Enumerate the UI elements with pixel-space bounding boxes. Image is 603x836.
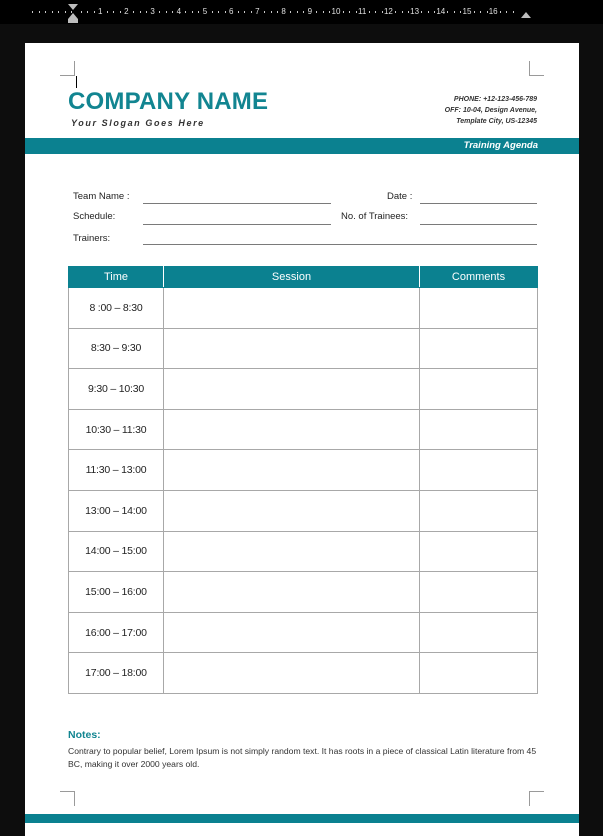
- agenda-header-row: [69, 267, 538, 288]
- ruler-number: 5: [202, 7, 208, 16]
- session-cell[interactable]: [164, 490, 420, 531]
- contact-office-line-2: Template City, US-12345: [456, 118, 537, 125]
- document-type-label[interactable]: Training Agenda: [463, 140, 538, 151]
- comments-cell[interactable]: [420, 653, 538, 694]
- ruler-tick: [474, 11, 475, 13]
- comments-cell[interactable]: [420, 531, 538, 572]
- ruler-tick: [146, 11, 147, 13]
- company-slogan[interactable]: Your Slogan Goes Here: [71, 118, 205, 128]
- time-cell[interactable]: 11:30 – 13:00: [69, 450, 164, 491]
- notes-heading[interactable]: Notes:: [68, 729, 101, 741]
- comments-cell[interactable]: [420, 572, 538, 613]
- comments-cell[interactable]: [420, 369, 538, 410]
- ruler-number: 10: [331, 7, 341, 16]
- table-row: [69, 612, 538, 653]
- ruler-tick: [71, 11, 72, 13]
- ruler-tick: [166, 11, 167, 13]
- time-cell[interactable]: 9:30 – 10:30: [69, 369, 164, 410]
- trainees-label: No. of Trainees:: [341, 211, 409, 222]
- ruler-tick: [303, 11, 304, 13]
- ruler-tick: [402, 11, 403, 13]
- ruler-tick: [480, 11, 481, 13]
- time-cell[interactable]: 10:30 – 11:30: [69, 409, 164, 450]
- ruler-tick: [192, 11, 193, 13]
- ruler-tick: [369, 11, 370, 13]
- session-cell[interactable]: [164, 369, 420, 410]
- session-cell[interactable]: [164, 288, 420, 329]
- ruler-number: 4: [176, 7, 182, 16]
- ruler-tick: [408, 11, 409, 13]
- table-row: [69, 490, 538, 531]
- date-label: Date :: [387, 191, 413, 202]
- comments-cell[interactable]: [420, 288, 538, 329]
- ruler-tick: [323, 11, 324, 13]
- ruler-tick: [238, 11, 239, 13]
- ruler-tick: [45, 11, 46, 13]
- contact-office-line-1: OFF: 10-04, Design Avenue,: [444, 107, 537, 114]
- table-row: [69, 288, 538, 329]
- time-cell[interactable]: 8 :00 – 8:30: [69, 288, 164, 329]
- ruler-number: 6: [228, 7, 234, 16]
- ruler-tick: [113, 11, 114, 13]
- session-cell[interactable]: [164, 450, 420, 491]
- team-name-label: Team Name :: [73, 191, 130, 202]
- schedule-field[interactable]: [143, 224, 331, 225]
- left-indent-marker[interactable]: [68, 19, 78, 23]
- ruler-tick: [375, 11, 376, 13]
- ruler-tick: [120, 11, 121, 13]
- agenda-table: [68, 266, 538, 694]
- margin-corner-bottom-left: [60, 791, 75, 806]
- ruler-tick: [290, 11, 291, 13]
- ruler-number: 1: [97, 7, 103, 16]
- margin-corner-top-left: [60, 61, 75, 76]
- contact-block[interactable]: [445, 94, 537, 127]
- text-cursor: [76, 76, 77, 88]
- footer-band: [25, 814, 579, 823]
- horizontal-ruler[interactable]: [0, 0, 603, 24]
- time-cell[interactable]: 17:00 – 18:00: [69, 653, 164, 694]
- session-cell[interactable]: [164, 612, 420, 653]
- time-cell[interactable]: 16:00 – 17:00: [69, 612, 164, 653]
- session-cell[interactable]: [164, 409, 420, 450]
- session-column-header: Session: [164, 267, 420, 288]
- ruler-tick: [434, 11, 435, 13]
- ruler-number: 14: [436, 7, 446, 16]
- comments-cell[interactable]: [420, 612, 538, 653]
- comments-cell[interactable]: [420, 409, 538, 450]
- ruler-tick: [32, 11, 33, 13]
- session-cell[interactable]: [164, 572, 420, 613]
- ruler-tick: [264, 11, 265, 13]
- ruler-tick: [447, 11, 448, 13]
- ruler-tick: [349, 11, 350, 13]
- ruler-tick: [172, 11, 173, 13]
- time-cell[interactable]: 8:30 – 9:30: [69, 328, 164, 369]
- date-field[interactable]: [420, 203, 537, 204]
- ruler-tick: [198, 11, 199, 13]
- ruler-number: 9: [307, 7, 313, 16]
- ruler-tick: [428, 11, 429, 13]
- ruler-tick: [140, 11, 141, 13]
- ruler-tick: [212, 11, 213, 13]
- ruler-tick: [52, 11, 53, 13]
- ruler-tick: [65, 11, 66, 13]
- table-row: [69, 409, 538, 450]
- ruler-tick: [500, 11, 501, 13]
- margin-corner-top-right: [529, 61, 544, 76]
- comments-cell[interactable]: [420, 328, 538, 369]
- ruler-number: 15: [462, 7, 472, 16]
- ruler-tick: [356, 11, 357, 13]
- trainers-label: Trainers:: [73, 233, 111, 244]
- table-row: [69, 328, 538, 369]
- ruler-tick: [218, 11, 219, 13]
- time-cell[interactable]: 15:00 – 16:00: [69, 572, 164, 613]
- ruler-tick: [506, 11, 507, 13]
- ruler-tick: [421, 11, 422, 13]
- comments-column-header: Comments: [420, 267, 538, 288]
- ruler-tick: [94, 11, 95, 13]
- ruler-tick: [277, 11, 278, 13]
- ruler-number: 16: [488, 7, 498, 16]
- ruler-number: 13: [410, 7, 420, 16]
- trainers-field[interactable]: [143, 244, 537, 245]
- team-name-field[interactable]: [143, 203, 331, 204]
- ruler-tick: [271, 11, 272, 13]
- header-band: [25, 138, 579, 154]
- table-row: [69, 653, 538, 694]
- contact-phone: PHONE: +12-123-456-789: [453, 96, 537, 103]
- ruler-tick: [513, 11, 514, 13]
- session-cell[interactable]: [164, 531, 420, 572]
- ruler-number: 12: [383, 7, 393, 16]
- ruler-scale: [28, 6, 548, 19]
- ruler-number: 11: [358, 7, 367, 16]
- table-row: [69, 572, 538, 613]
- ruler-tick: [395, 11, 396, 13]
- comments-cell[interactable]: [420, 450, 538, 491]
- time-cell[interactable]: 13:00 – 14:00: [69, 490, 164, 531]
- ruler-number: 8: [281, 7, 286, 16]
- ruler-number: 2: [124, 7, 129, 16]
- document-page[interactable]: [25, 43, 579, 836]
- time-cell[interactable]: 14:00 – 15:00: [69, 531, 164, 572]
- table-row: [69, 450, 538, 491]
- notes-body[interactable]: Contrary to popular belief, Lorem Ipsum is not simply random text. It has roots in a piece of classical Latin literature from 45 BC, making it over 2000 years old.: [68, 746, 537, 769]
- margin-corner-bottom-right: [529, 791, 544, 806]
- ruler-number: 3: [150, 7, 155, 16]
- trainees-field[interactable]: [420, 224, 537, 225]
- comments-cell[interactable]: [420, 490, 538, 531]
- ruler-tick: [316, 11, 317, 13]
- ruler-tick: [107, 11, 108, 13]
- table-row: [69, 369, 538, 410]
- ruler-number: 7: [255, 7, 260, 16]
- ruler-tick: [454, 11, 455, 13]
- ruler-tick: [460, 11, 461, 13]
- session-cell[interactable]: [164, 328, 420, 369]
- ruler-tick: [329, 11, 330, 13]
- ruler-tick: [297, 11, 298, 13]
- schedule-label: Schedule:: [73, 211, 116, 222]
- ruler-tick: [382, 11, 383, 13]
- ruler-tick: [58, 11, 59, 13]
- ruler-tick: [133, 11, 134, 13]
- ruler-tick: [39, 11, 40, 13]
- ruler-tick: [487, 11, 488, 13]
- ruler-tick: [343, 11, 344, 13]
- session-cell[interactable]: [164, 653, 420, 694]
- ruler-tick: [244, 11, 245, 13]
- ruler-tick: [225, 11, 226, 13]
- ruler-tick: [185, 11, 186, 13]
- time-column-header: Time: [69, 267, 164, 288]
- ruler-tick: [251, 11, 252, 13]
- ruler-tick: [159, 11, 160, 13]
- ruler-tick: [81, 11, 82, 13]
- table-row: [69, 531, 538, 572]
- company-name[interactable]: COMPANY NAME: [68, 88, 269, 115]
- ruler-tick: [87, 11, 88, 13]
